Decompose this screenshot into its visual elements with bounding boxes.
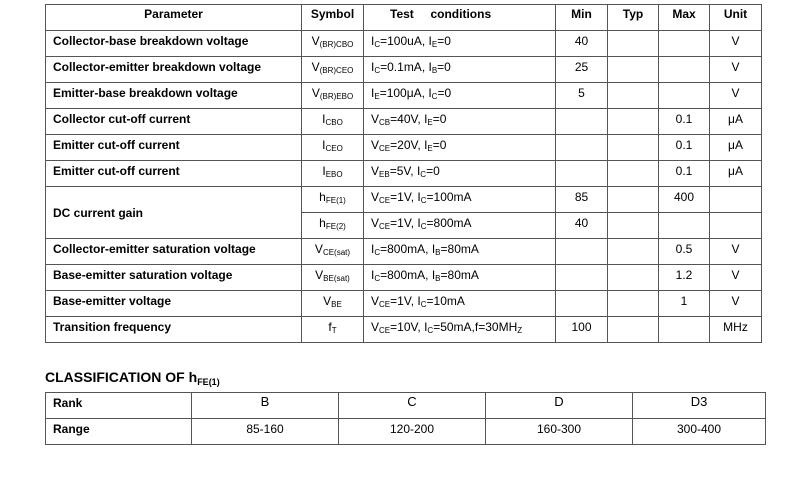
condition-symbol: V: [371, 138, 380, 152]
condition-symbol: I: [371, 86, 375, 100]
symbol-subscript: (BR)CBO: [319, 40, 354, 49]
symbol-subscript: (BR)CEO: [319, 66, 354, 75]
typ-cell: [608, 291, 659, 317]
unit-cell: [710, 187, 762, 213]
condition-subscript: B: [435, 274, 441, 283]
parameter-cell: Collector-emitter breakdown voltage: [46, 57, 302, 83]
condition-value: =100mA: [426, 190, 472, 204]
min-cell: 40: [556, 213, 608, 239]
parameter-cell: Collector cut-off current: [46, 109, 302, 135]
range-label: Range: [46, 419, 192, 445]
min-cell: [556, 109, 608, 135]
min-cell: 5: [556, 83, 608, 109]
symbol-letter: h: [319, 190, 326, 204]
condition-subscript: Z: [517, 326, 523, 335]
unit-cell: MHz: [710, 317, 762, 343]
condition-symbol: V: [371, 216, 380, 230]
condition-value: =0: [437, 34, 451, 48]
min-cell: 85: [556, 187, 608, 213]
condition-value: =0: [432, 138, 447, 152]
classification-title: [45, 369, 220, 385]
min-cell: [556, 291, 608, 317]
test-conditions-cell: [364, 291, 556, 317]
unit-cell: μA: [710, 109, 762, 135]
min-cell: [556, 239, 608, 265]
typ-cell: [608, 265, 659, 291]
rank-cell: D: [486, 393, 633, 419]
condition-value: =1V,: [390, 294, 418, 308]
symbol-subscript: FE(1): [325, 196, 346, 205]
condition-value: =800mA: [426, 216, 472, 230]
condition-subscript: C: [420, 222, 427, 231]
condition-value: =10mA: [426, 294, 465, 308]
condition-symbol: I: [428, 86, 432, 100]
test-conditions-cell: [364, 161, 556, 187]
unit-cell: V: [710, 239, 762, 265]
unit-cell: [710, 213, 762, 239]
range-cell: 160-300: [486, 419, 633, 445]
condition-value: =80mA: [440, 242, 479, 256]
parameter-cell: Collector-emitter saturation voltage: [46, 239, 302, 265]
symbol-cell: [302, 161, 364, 187]
min-cell: [556, 265, 608, 291]
condition-value: =0: [426, 164, 440, 178]
symbol-letter: I: [322, 112, 326, 126]
symbol-subscript: BE: [331, 300, 342, 309]
parameter-cell: Base-emitter voltage: [46, 291, 302, 317]
min-cell: 25: [556, 57, 608, 83]
typ-cell: [608, 135, 659, 161]
condition-symbol: I: [428, 60, 432, 74]
symbol-subscript: BE(sat): [323, 274, 350, 283]
condition-value: =50mA,f=30MH: [433, 320, 518, 334]
symbol-cell: [302, 187, 364, 213]
condition-symbol: I: [428, 34, 432, 48]
header-min: Min: [556, 5, 608, 31]
min-cell: 40: [556, 31, 608, 57]
header-unit: Unit: [710, 5, 762, 31]
rank-cell: B: [192, 393, 339, 419]
symbol-letter: V: [311, 34, 320, 48]
symbol-cell: [302, 291, 364, 317]
electrical-characteristics-table: [45, 4, 762, 343]
min-cell: [556, 161, 608, 187]
table-row: [46, 239, 762, 265]
condition-subscript: CE: [379, 222, 391, 231]
min-cell: [556, 135, 608, 161]
typ-cell: [608, 57, 659, 83]
typ-cell: [608, 187, 659, 213]
rank-cell: D3: [633, 393, 766, 419]
max-cell: [659, 213, 710, 239]
rank-row: [46, 393, 766, 419]
table-header-row: [46, 5, 762, 31]
condition-subscript: C: [427, 326, 434, 335]
range-cell: 85-160: [192, 419, 339, 445]
unit-cell: μA: [710, 161, 762, 187]
parameter-cell: Emitter cut-off current: [46, 135, 302, 161]
condition-symbol: I: [424, 112, 428, 126]
table-row: [46, 57, 762, 83]
condition-symbol: V: [371, 294, 380, 308]
symbol-letter: V: [315, 268, 324, 282]
condition-symbol: I: [371, 268, 375, 282]
condition-subscript: CE: [379, 144, 391, 153]
symbol-subscript: T: [331, 326, 337, 335]
condition-subscript: E: [427, 144, 433, 153]
symbol-subscript: FE(2): [325, 222, 346, 231]
max-cell: 1.2: [659, 265, 710, 291]
parameter-cell: Transition frequency: [46, 317, 302, 343]
test-conditions-cell: [364, 187, 556, 213]
header-test-conditions: Test conditions: [364, 5, 556, 31]
condition-subscript: C: [374, 66, 381, 75]
condition-symbol: V: [371, 164, 380, 178]
symbol-letter: V: [311, 60, 320, 74]
symbol-subscript: CBO: [325, 118, 343, 127]
condition-symbol: I: [371, 60, 375, 74]
max-cell: 0.1: [659, 135, 710, 161]
header-max: Max: [659, 5, 710, 31]
typ-cell: [608, 317, 659, 343]
condition-symbol: I: [417, 216, 421, 230]
condition-subscript: CE: [379, 196, 391, 205]
condition-value: =100μA,: [379, 86, 429, 100]
symbol-subscript: CEO: [325, 144, 343, 153]
symbol-cell: [302, 239, 364, 265]
condition-value: =1V,: [390, 190, 418, 204]
table-row: [46, 161, 762, 187]
rank-label: Rank: [46, 393, 192, 419]
condition-value: =20V,: [390, 138, 425, 152]
symbol-letter: V: [311, 86, 320, 100]
typ-cell: [608, 31, 659, 57]
typ-cell: [608, 213, 659, 239]
condition-subscript: CE: [379, 300, 391, 309]
typ-cell: [608, 83, 659, 109]
test-conditions-cell: [364, 265, 556, 291]
condition-value: =80mA: [440, 268, 479, 282]
condition-subscript: C: [431, 92, 438, 101]
condition-subscript: B: [431, 66, 438, 75]
symbol-subscript: EBO: [325, 170, 343, 179]
range-cell: 120-200: [339, 419, 486, 445]
condition-value: =40V,: [390, 112, 425, 126]
unit-cell: V: [710, 83, 762, 109]
condition-symbol: I: [424, 138, 428, 152]
symbol-cell: [302, 135, 364, 161]
test-conditions-cell: [364, 317, 556, 343]
condition-symbol: I: [416, 164, 421, 178]
max-cell: [659, 83, 710, 109]
condition-subscript: C: [420, 300, 427, 309]
condition-symbol: V: [371, 190, 380, 204]
condition-subscript: E: [374, 92, 380, 101]
range-row: [46, 419, 766, 445]
table-row: [46, 291, 762, 317]
condition-subscript: C: [374, 248, 381, 257]
condition-symbol: I: [417, 294, 421, 308]
unit-cell: V: [710, 31, 762, 57]
max-cell: 0.1: [659, 109, 710, 135]
symbol-letter: V: [314, 242, 323, 256]
condition-value: =800mA,: [380, 268, 432, 282]
table-row: [46, 265, 762, 291]
condition-value: =0.1mA,: [380, 60, 429, 74]
condition-value: =0: [432, 112, 447, 126]
table-row: [46, 31, 762, 57]
condition-value: =5V,: [389, 164, 417, 178]
symbol-cell: [302, 57, 364, 83]
symbol-cell: [302, 317, 364, 343]
header-parameter: Parameter: [46, 5, 302, 31]
condition-value: =100uA,: [380, 34, 429, 48]
condition-subscript: B: [435, 248, 441, 257]
condition-symbol: I: [371, 242, 375, 256]
condition-subscript: CB: [379, 118, 391, 127]
test-conditions-cell: [364, 135, 556, 161]
condition-value: =0: [437, 60, 451, 74]
condition-symbol: I: [431, 268, 436, 282]
condition-symbol: V: [371, 320, 380, 334]
test-conditions-cell: [364, 83, 556, 109]
condition-subscript: C: [374, 274, 381, 283]
test-conditions-cell: [364, 213, 556, 239]
table-row: [46, 109, 762, 135]
symbol-letter: V: [323, 294, 332, 308]
condition-symbol: I: [424, 320, 428, 334]
condition-value: =800mA,: [380, 242, 432, 256]
typ-cell: [608, 161, 659, 187]
min-cell: 100: [556, 317, 608, 343]
condition-subscript: E: [431, 40, 438, 49]
header-symbol: Symbol: [302, 5, 364, 31]
condition-symbol: I: [371, 34, 375, 48]
table-body: [46, 31, 762, 343]
parameter-cell: Base-emitter saturation voltage: [46, 265, 302, 291]
parameter-cell: Emitter-base breakdown voltage: [46, 83, 302, 109]
condition-subscript: EB: [379, 170, 390, 179]
unit-cell: V: [710, 291, 762, 317]
test-conditions-cell: [364, 57, 556, 83]
max-cell: 400: [659, 187, 710, 213]
classification-title-subscript: FE(1): [197, 377, 220, 387]
max-cell: 0.5: [659, 239, 710, 265]
symbol-letter: h: [319, 216, 326, 230]
condition-symbol: I: [431, 242, 436, 256]
parameter-cell: DC current gain: [46, 187, 302, 239]
header-typ: Typ: [608, 5, 659, 31]
typ-cell: [608, 239, 659, 265]
condition-value: =1V,: [390, 216, 418, 230]
test-conditions-cell: [364, 239, 556, 265]
parameter-cell: Collector-base breakdown voltage: [46, 31, 302, 57]
max-cell: [659, 317, 710, 343]
symbol-subscript: (BR)EBO: [319, 92, 354, 101]
condition-symbol: V: [371, 112, 380, 126]
unit-cell: μA: [710, 135, 762, 161]
max-cell: [659, 57, 710, 83]
symbol-cell: [302, 213, 364, 239]
table-row: [46, 83, 762, 109]
unit-cell: V: [710, 265, 762, 291]
classification-table: [45, 392, 766, 445]
table-row: [46, 317, 762, 343]
range-cell: 300-400: [633, 419, 766, 445]
test-conditions-cell: [364, 31, 556, 57]
symbol-letter: f: [328, 320, 332, 334]
symbol-cell: [302, 83, 364, 109]
condition-symbol: I: [417, 190, 421, 204]
classification-title-text: CLASSIFICATION OF h: [45, 369, 198, 385]
condition-subscript: C: [420, 196, 427, 205]
symbol-cell: [302, 109, 364, 135]
condition-value: =0: [437, 86, 452, 100]
symbol-cell: [302, 265, 364, 291]
symbol-letter: I: [322, 138, 326, 152]
condition-subscript: CE: [379, 326, 391, 335]
parameter-cell: Emitter cut-off current: [46, 161, 302, 187]
table-row: [46, 135, 762, 161]
condition-subscript: E: [427, 118, 433, 127]
symbol-letter: I: [322, 164, 326, 178]
max-cell: 0.1: [659, 161, 710, 187]
condition-subscript: C: [420, 170, 427, 179]
symbol-subscript: CE(sat): [322, 248, 351, 257]
test-conditions-cell: [364, 109, 556, 135]
rank-cell: C: [339, 393, 486, 419]
condition-subscript: C: [374, 40, 381, 49]
typ-cell: [608, 109, 659, 135]
symbol-cell: [302, 31, 364, 57]
table-row: [46, 187, 762, 213]
unit-cell: V: [710, 57, 762, 83]
max-cell: 1: [659, 291, 710, 317]
max-cell: [659, 31, 710, 57]
condition-value: =10V,: [390, 320, 425, 334]
